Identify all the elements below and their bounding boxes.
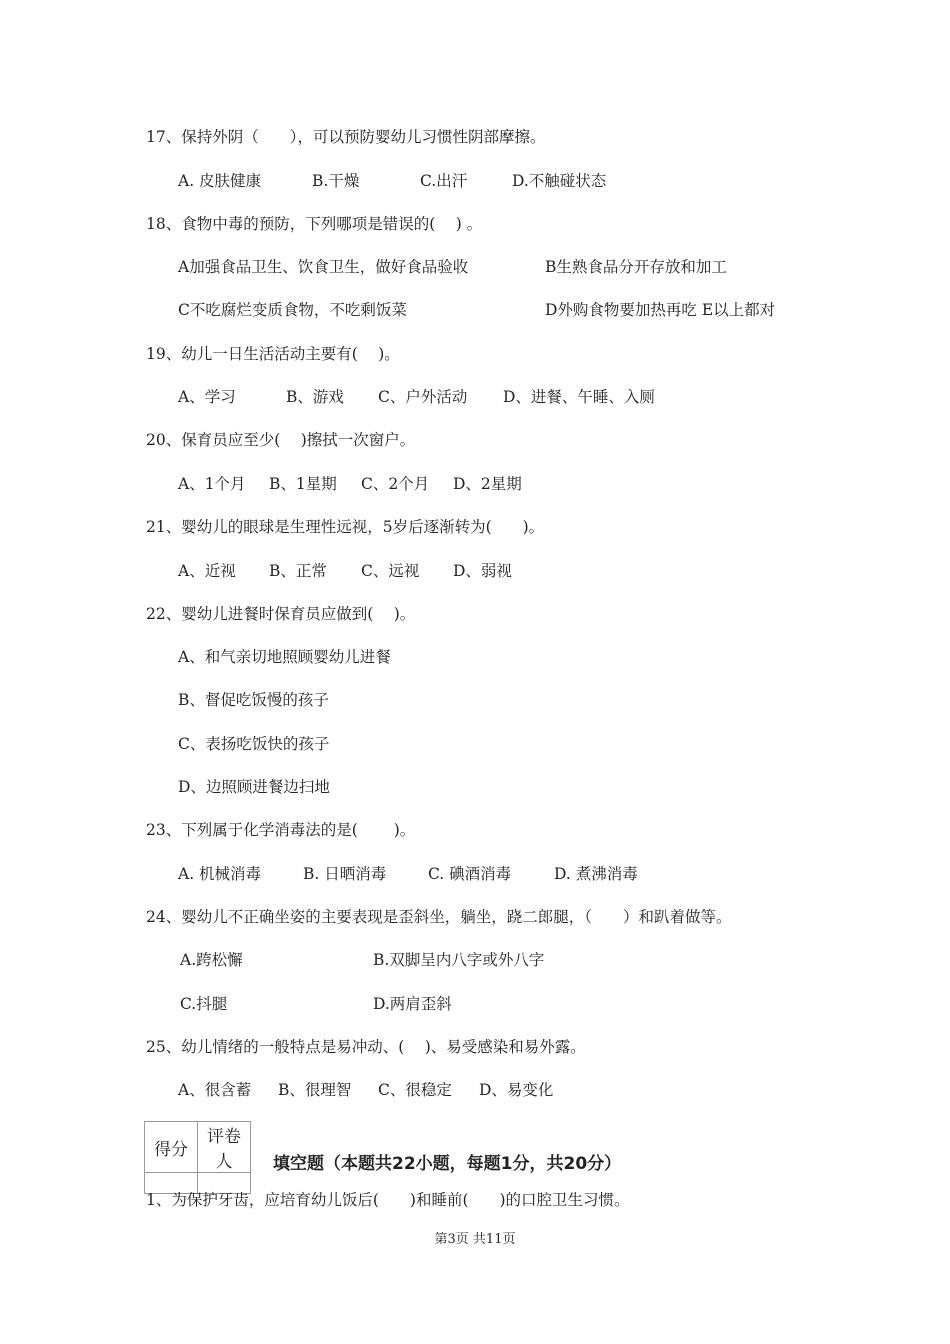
question-22-option-b: B、督促吃饭慢的孩子 [178,691,329,709]
question-25-option-d: D、易变化 [479,1081,554,1099]
question-17-option-a: A. 皮肤健康 [178,172,262,190]
question-19-stem: 19、幼儿一日生活活动主要有( )。 [146,345,400,363]
question-20-option-d: D、2星期 [453,475,522,493]
question-24-option-c: C.抖腿 [180,995,228,1013]
question-22-option-d: D、边照顾进餐边扫地 [178,778,330,796]
grader-label: 评卷人 [198,1122,251,1173]
question-20-option-c: C、2个月 [361,475,430,493]
question-24-stem: 24、婴幼儿不正确坐姿的主要表现是歪斜坐，躺坐，跷二郎腿，（ ）和趴着做等。 [146,908,732,926]
question-17-stem: 17、保持外阴（ ），可以预防婴幼儿习惯性阴部摩擦。 [146,128,546,146]
question-21-option-c: C、远视 [361,562,420,580]
question-17-option-b: B.干燥 [312,172,360,190]
question-18-option-c: C不吃腐烂变质食物，不吃剩饭菜 [178,301,407,319]
question-18-stem: 18、食物中毒的预防，下列哪项是错误的( ) 。 [146,215,483,233]
question-22-option-c: C、表扬吃饭快的孩子 [178,735,330,753]
question-20-option-a: A、1个月 [178,475,246,493]
question-19-option-c: C、户外活动 [378,388,468,406]
question-18-option-b: B生熟食品分开存放和加工 [545,258,727,276]
question-25-option-b: B、很理智 [278,1081,352,1099]
question-21-option-b: B、正常 [269,562,327,580]
question-18-option-d: D外购食物要加热再吃 E以上都对 [545,301,776,319]
question-21-option-d: D、弱视 [453,562,512,580]
question-19-option-b: B、游戏 [286,388,344,406]
question-23-option-b: B. 日晒消毒 [303,865,387,883]
page-footer: 第3页 共11页 [434,1232,516,1247]
question-23-option-a: A. 机械消毒 [178,865,262,883]
question-18-option-a: A加强食品卫生、饮食卫生，做好食品验收 [178,258,469,276]
question-25-option-c: C、很稳定 [378,1081,452,1099]
question-23-option-c: C. 碘酒消毒 [428,865,512,883]
question-24-option-a: A.跨松懈 [180,951,243,969]
question-25-stem: 25、幼儿情绪的一般特点是易冲动、( )、易受感染和易外露。 [146,1038,586,1056]
question-19-option-a: A、学习 [178,388,236,406]
score-label: 得分 [145,1122,198,1173]
fill-blank-question-1: 1、为保护牙齿，应培育幼儿饭后( )和睡前( )的口腔卫生习惯。 [146,1191,630,1209]
question-22-stem: 22、婴幼儿进餐时保育员应做到( )。 [146,605,416,623]
question-21-option-a: A、近视 [178,562,236,580]
question-25-option-a: A、很含蓄 [178,1081,252,1099]
question-17-option-d: D.不触碰状态 [512,172,607,190]
question-19-option-d: D、进餐、午睡、入厕 [503,388,655,406]
question-24-option-b: B.双脚呈内八字或外八字 [373,951,545,969]
question-24-option-d: D.两肩歪斜 [373,995,452,1013]
question-17-option-c: C.出汗 [420,172,468,190]
score-box [144,1121,251,1194]
question-22-option-a: A、和气亲切地照顾婴幼儿进餐 [178,648,391,666]
question-20-option-b: B、1星期 [269,475,337,493]
question-23-option-d: D. 煮沸消毒 [554,865,638,883]
question-23-stem: 23、下列属于化学消毒法的是( )。 [146,821,416,839]
question-20-stem: 20、保育员应至少( )擦拭一次窗户。 [146,431,416,449]
question-21-stem: 21、婴幼儿的眼球是生理性远视，5岁后逐渐转为( )。 [146,518,545,536]
section-title: 填空题（本题共22小题，每题1分，共20分） [273,1154,622,1174]
